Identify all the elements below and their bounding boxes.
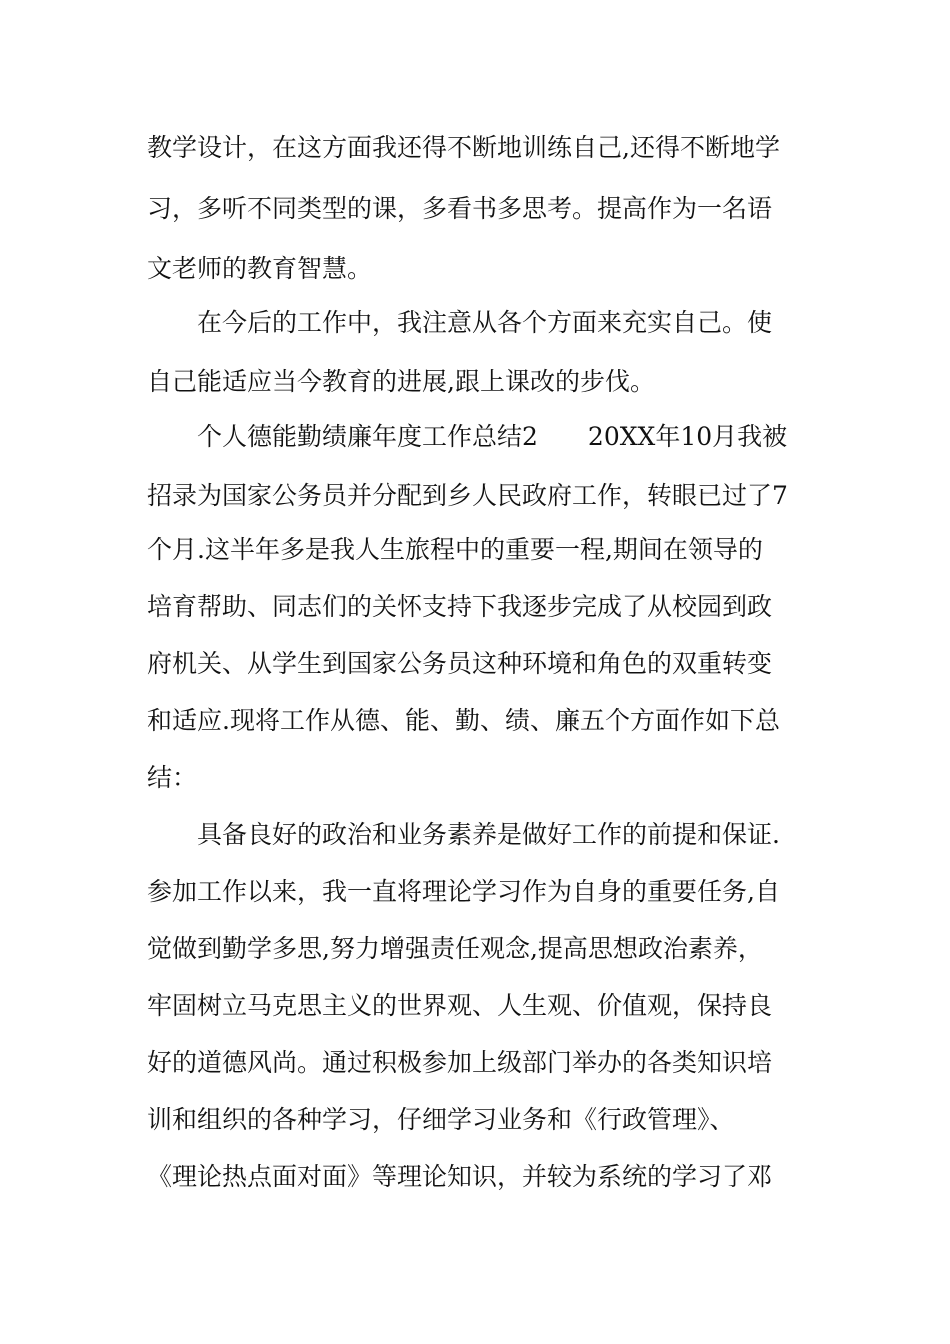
- text-line: 具备良好的政治和业务素养是做好工作的前提和保证.: [197, 820, 780, 849]
- text-line: 文老师的教育智慧。: [147, 254, 373, 283]
- text-line: 自己能适应当今教育的进展,跟上课改的步伐。: [147, 367, 655, 396]
- text-line: 习，多听不同类型的课，多看书多思考。提高作为一名语: [147, 194, 773, 223]
- text-line: 教学设计，在这方面我还得不断地训练自己,还得不断地学: [147, 133, 780, 162]
- text-line: 结：: [147, 763, 198, 792]
- text-line: 个月.这半年多是我人生旅程中的重要一程,期间在领导的: [147, 535, 763, 564]
- text-line: 在今后的工作中，我注意从各个方面来充实自己。使: [197, 308, 773, 337]
- text-line: 个人德能勤绩廉年度工作总结2 20XX年10月我被: [197, 422, 788, 451]
- text-line: 培育帮助、同志们的关怀支持下我逐步完成了从校园到政: [147, 592, 773, 621]
- text-line: 参加工作以来，我一直将理论学习作为自身的重要任务,自: [147, 877, 780, 906]
- text-line: 招录为国家公务员并分配到乡人民政府工作，转眼已过了7: [147, 481, 788, 510]
- text-line: 和适应.现将工作从德、能、勤、绩、廉五个方面作如下总: [147, 706, 780, 735]
- text-line: 好的道德风尚。通过积极参加上级部门举办的各类知识培: [147, 1048, 773, 1077]
- text-line: 觉做到勤学多思,努力增强责任观念,提高思想政治素养，: [147, 934, 763, 963]
- text-line: 牢固树立马克思主义的世界观、人生观、价值观，保持良: [147, 991, 773, 1020]
- text-line: 《理论热点面对面》等理论知识，并较为系统的学习了邓: [147, 1162, 773, 1191]
- text-line: 府机关、从学生到国家公务员这种环境和角色的双重转变: [147, 649, 773, 678]
- text-line: 训和组织的各种学习，仔细学习业务和《行政管理》、: [147, 1105, 735, 1134]
